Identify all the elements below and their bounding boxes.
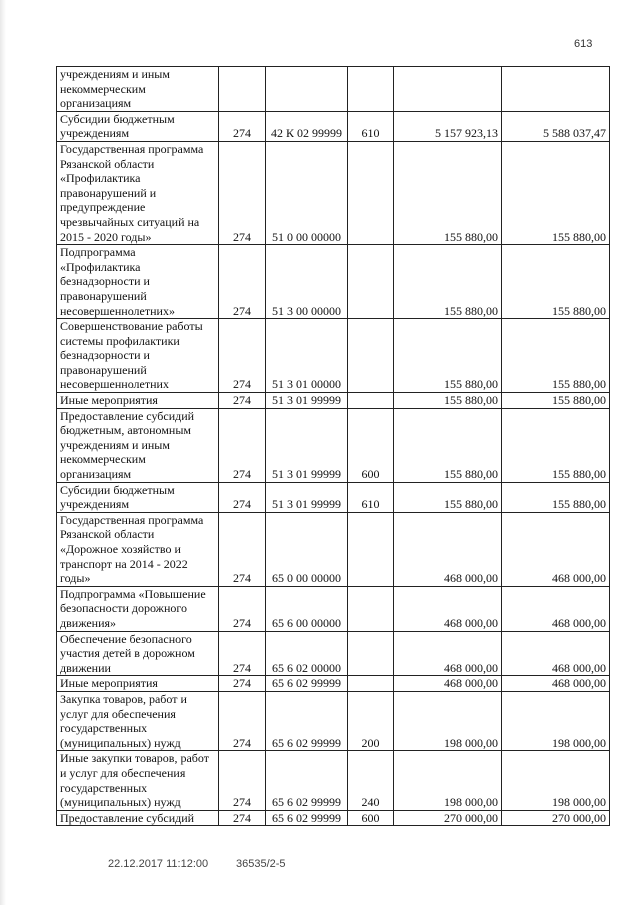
sum-2019-cell: 155 880,00 [502, 245, 610, 319]
row-name-line: правонарушений и [60, 185, 157, 200]
ved-cell: 274 [219, 111, 266, 141]
row-name-line: (муниципальных) нужд [60, 735, 181, 750]
csr-cell: 65 6 02 99999 [266, 810, 348, 826]
row-name-cell [57, 691, 219, 750]
row-name-line: и услуг для обеспечения [60, 765, 186, 780]
row-name-line: некоммерческим [60, 452, 146, 467]
ved-cell: 274 [219, 245, 266, 319]
row-name-line: несовершеннолетних [60, 377, 169, 392]
vr-cell: 600 [348, 408, 394, 482]
sum-2019-cell: 468 000,00 [502, 631, 610, 676]
row-name-line: государственных [60, 721, 148, 736]
vr-cell: 240 [348, 751, 394, 810]
ved-cell: 274 [219, 512, 266, 586]
sum-2019-cell: 270 000,00 [502, 810, 610, 826]
row-name-cell [57, 141, 219, 244]
row-name-cell [57, 751, 219, 810]
table-row [57, 676, 610, 692]
sum-2018-cell: 5 157 923,13 [394, 111, 502, 141]
sum-2018-cell [394, 67, 502, 112]
sum-2018-cell: 468 000,00 [394, 631, 502, 676]
row-name-cell [57, 586, 219, 631]
sum-2018-cell: 155 880,00 [394, 393, 502, 409]
table-row [57, 393, 610, 409]
row-name-line: участия детей в дорожном [60, 646, 195, 661]
vr-cell [348, 586, 394, 631]
sum-2018-cell: 155 880,00 [394, 408, 502, 482]
row-name-line: безопасности дорожного [60, 601, 188, 616]
sum-2019-cell: 468 000,00 [502, 586, 610, 631]
ved-cell: 274 [219, 676, 266, 692]
sum-2018-cell: 468 000,00 [394, 676, 502, 692]
table-row [57, 319, 610, 393]
row-name-line: Рязанской области [60, 527, 155, 542]
ved-cell: 274 [219, 631, 266, 676]
vr-cell: 200 [348, 691, 394, 750]
csr-cell: 65 6 02 99999 [266, 691, 348, 750]
table-row [57, 111, 610, 141]
footer-doc-code: 36535/2-5 [236, 858, 286, 870]
sum-2019-cell: 155 880,00 [502, 482, 610, 512]
row-name-cell [57, 67, 219, 112]
csr-cell: 51 3 01 99999 [266, 393, 348, 409]
row-name-cell [57, 408, 219, 482]
ved-cell: 274 [219, 751, 266, 810]
sum-2018-cell: 468 000,00 [394, 512, 502, 586]
row-name-line: Государственная программа [60, 512, 204, 527]
row-name-line: Совершенствование работы [60, 319, 203, 334]
row-name-line: Иные мероприятия [60, 676, 158, 691]
table-row [57, 408, 610, 482]
vr-cell [348, 245, 394, 319]
ved-cell: 274 [219, 408, 266, 482]
csr-cell: 65 6 02 99999 [266, 751, 348, 810]
row-name-line: организациям [60, 467, 132, 482]
row-name-line: Обеспечение безопасного [60, 631, 192, 646]
csr-cell: 65 0 00 00000 [266, 512, 348, 586]
sum-2018-cell: 270 000,00 [394, 810, 502, 826]
sum-2018-cell: 155 880,00 [394, 141, 502, 244]
budget-table-body [57, 67, 610, 826]
table-row [57, 751, 610, 810]
sum-2019-cell: 198 000,00 [502, 751, 610, 810]
table-row [57, 691, 610, 750]
footer-timestamp: 22.12.2017 11:12:00 [108, 858, 209, 870]
csr-cell: 51 0 00 00000 [266, 141, 348, 244]
row-name-line: Предоставление субсидий [60, 810, 195, 825]
row-name-cell [57, 482, 219, 512]
vr-cell [348, 67, 394, 112]
row-name-line: «Профилактика [60, 171, 141, 186]
row-name-line: Иные мероприятия [60, 393, 158, 408]
row-name-line: безнадзорности и [60, 348, 150, 363]
sum-2019-cell: 468 000,00 [502, 676, 610, 692]
sum-2019-cell: 155 880,00 [502, 408, 610, 482]
csr-cell: 51 3 00 00000 [266, 245, 348, 319]
row-name-line: учреждениям [60, 497, 130, 512]
row-name-cell [57, 111, 219, 141]
row-name-cell [57, 319, 219, 393]
sum-2019-cell: 155 880,00 [502, 319, 610, 393]
sum-2018-cell: 155 880,00 [394, 319, 502, 393]
row-name-line: Субсидии бюджетным [60, 482, 175, 497]
table-row [57, 810, 610, 826]
ved-cell: 274 [219, 691, 266, 750]
sum-2019-cell: 5 588 037,47 [502, 111, 610, 141]
row-name-line: Закупка товаров, работ и [60, 691, 187, 706]
vr-cell [348, 141, 394, 244]
vr-cell [348, 319, 394, 393]
sum-2019-cell: 468 000,00 [502, 512, 610, 586]
row-name-line: Государственная программа [60, 141, 204, 156]
row-name-line: предупреждение [60, 200, 146, 215]
row-name-line: Предоставление субсидий [60, 408, 195, 423]
sum-2019-cell [502, 67, 610, 112]
row-name-cell [57, 676, 219, 692]
table-row [57, 141, 610, 244]
vr-cell [348, 393, 394, 409]
sum-2019-cell: 198 000,00 [502, 691, 610, 750]
table-row [57, 512, 610, 586]
row-name-line: правонарушений [60, 288, 147, 303]
scan-edge-shadow [0, 0, 6, 905]
ved-cell: 274 [219, 482, 266, 512]
table-row [57, 245, 610, 319]
ved-cell: 274 [219, 319, 266, 393]
ved-cell: 274 [219, 810, 266, 826]
row-name-line: «Дорожное хозяйство и [60, 542, 181, 556]
ved-cell: 274 [219, 586, 266, 631]
row-name-line: годы» [60, 571, 91, 586]
row-name-line: 2015 - 2020 годы» [60, 229, 152, 244]
row-name-cell [57, 512, 219, 586]
row-name-cell [57, 393, 219, 409]
sum-2018-cell: 198 000,00 [394, 751, 502, 810]
row-name-line: услуг для обеспечения [60, 706, 176, 721]
csr-cell: 65 6 00 00000 [266, 586, 348, 631]
row-name-line: транспорт на 2014 - 2022 [60, 556, 188, 571]
vr-cell: 610 [348, 482, 394, 512]
row-name-line: (муниципальных) нужд [60, 795, 181, 810]
vr-cell: 600 [348, 810, 394, 826]
row-name-line: некоммерческим [60, 81, 146, 96]
ved-cell [219, 67, 266, 112]
sum-2018-cell: 155 880,00 [394, 245, 502, 319]
row-name-cell [57, 245, 219, 319]
row-name-line: Иные закупки товаров, работ [60, 751, 209, 766]
table-row [57, 631, 610, 676]
row-name-line: чрезвычайных ситуаций на [60, 214, 200, 229]
table-row [57, 586, 610, 631]
row-name-line: безнадзорности и [60, 274, 150, 289]
row-name-line: организациям [60, 96, 132, 111]
row-name-line: Субсидии бюджетным [60, 111, 175, 126]
row-name-line: Подпрограмма [60, 245, 136, 260]
table-row [57, 482, 610, 512]
csr-cell [266, 67, 348, 112]
csr-cell: 65 6 02 00000 [266, 631, 348, 676]
row-name-line: движения» [60, 615, 117, 630]
csr-cell: 51 3 01 99999 [266, 482, 348, 512]
csr-cell: 42 К 02 99999 [266, 111, 348, 141]
csr-cell: 51 3 01 99999 [266, 408, 348, 482]
vr-cell [348, 512, 394, 586]
vr-cell [348, 676, 394, 692]
row-name-line: правонарушений [60, 362, 147, 377]
row-name-line: учреждениям и иным [60, 67, 170, 81]
row-name-line: Рязанской области [60, 156, 155, 171]
row-name-line: несовершеннолетних» [60, 303, 175, 318]
ved-cell: 274 [219, 141, 266, 244]
page-number: 613 [574, 38, 593, 50]
ved-cell: 274 [219, 393, 266, 409]
row-name-cell [57, 631, 219, 676]
row-name-line: движении [60, 660, 111, 675]
sum-2018-cell: 198 000,00 [394, 691, 502, 750]
vr-cell: 610 [348, 111, 394, 141]
csr-cell: 51 3 01 00000 [266, 319, 348, 393]
budget-table [56, 66, 610, 826]
row-name-line: системы профилактики [60, 333, 180, 348]
vr-cell [348, 631, 394, 676]
row-name-line: учреждениям [60, 126, 130, 141]
sum-2019-cell: 155 880,00 [502, 393, 610, 409]
row-name-line: государственных [60, 780, 148, 795]
sum-2019-cell: 155 880,00 [502, 141, 610, 244]
sum-2018-cell: 155 880,00 [394, 482, 502, 512]
table-row [57, 67, 610, 112]
row-name-cell [57, 810, 219, 826]
row-name-line: Подпрограмма «Повышение [60, 586, 206, 601]
sum-2018-cell: 468 000,00 [394, 586, 502, 631]
row-name-line: «Профилактика [60, 259, 141, 274]
row-name-line: учреждениям и иным [60, 437, 170, 452]
row-name-line: бюджетным, автономным [60, 423, 191, 438]
csr-cell: 65 6 02 99999 [266, 676, 348, 692]
